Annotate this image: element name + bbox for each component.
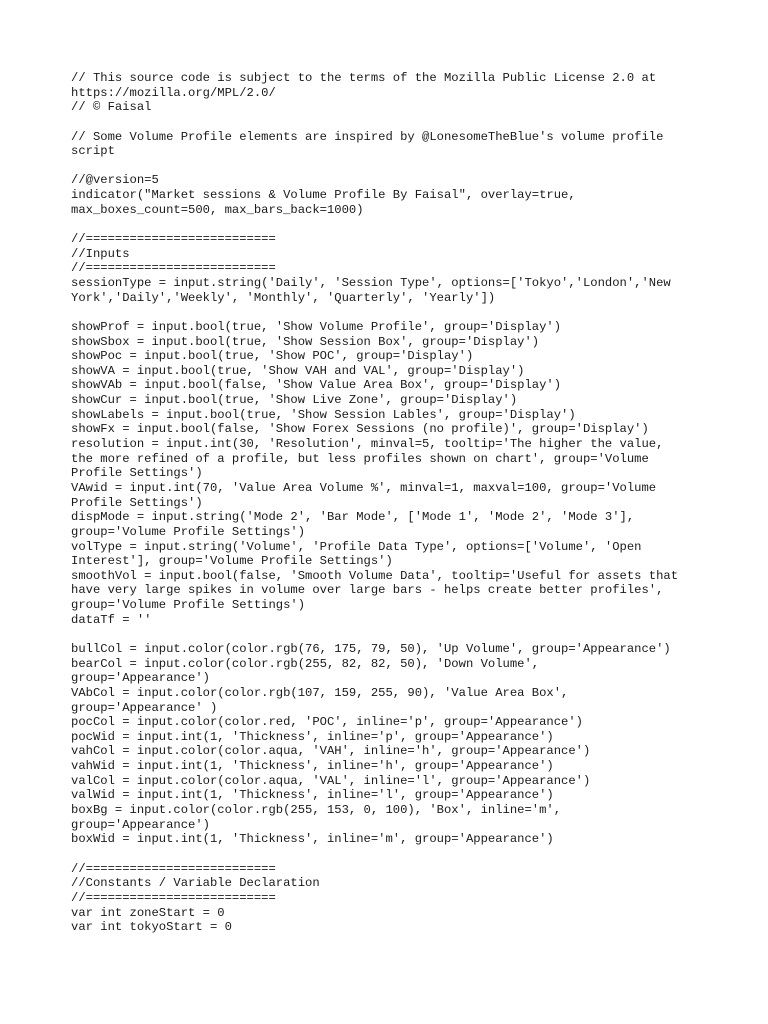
code-line: valWid = input.int(1, 'Thickness', inline='l', group='Appearance') (71, 788, 554, 803)
code-line: var int tokyoStart = 0 (71, 920, 232, 935)
code-line: pocWid = input.int(1, 'Thickness', inline='p', group='Appearance') (71, 729, 554, 744)
code-line: Profile Settings') (71, 466, 203, 481)
code-line: Profile Settings') (71, 495, 203, 510)
code-line: vahCol = input.color(color.aqua, 'VAH', inline='h', group='Appearance') (71, 744, 591, 759)
code-line: bearCol = input.color(color.rgb(255, 82, 82, 50), 'Down Volume', (71, 656, 540, 671)
code-line: VAwid = input.int(70, 'Value Area Volume %', minval=1, maxval=100, group='Volume (71, 480, 657, 495)
code-line: smoothVol = input.bool(false, 'Smooth Volume Data', tooltip='Useful for assets that (71, 568, 679, 583)
code-line: valCol = input.color(color.aqua, 'VAL', inline='l', group='Appearance') (71, 773, 591, 788)
code-line: York','Daily','Weekly', 'Monthly', 'Quarterly', 'Yearly']) (71, 290, 496, 305)
code-line: dataTf = '' (71, 612, 152, 627)
code-line: vahWid = input.int(1, 'Thickness', inline='h', group='Appearance') (71, 759, 554, 774)
code-line: showFx = input.bool(false, 'Show Forex Sessions (no profile)', group='Display') (71, 422, 649, 437)
code-line: max_boxes_count=500, max_bars_back=1000) (71, 202, 364, 217)
code-line: Interest'], group='Volume Profile Settings') (71, 554, 393, 569)
code-line: pocCol = input.color(color.red, 'POC', inline='p', group='Appearance') (71, 715, 583, 730)
code-line: // This source code is subject to the terms of the Mozilla Public License 2.0 at (71, 71, 657, 85)
code-line: //Inputs (71, 246, 130, 261)
code-line: group='Volume Profile Settings') (71, 598, 306, 613)
code-line: showLabels = input.bool(true, 'Show Session Lables', group='Display') (71, 407, 576, 422)
code-line: showPoc = input.bool(true, 'Show POC', group='Display') (71, 349, 474, 364)
code-line: var int zoneStart = 0 (71, 905, 225, 920)
code-line: //@version=5 (71, 173, 159, 188)
code-line: boxBg = input.color(color.rgb(255, 153, 0, 100), 'Box', inline='m', (71, 803, 562, 818)
code-line: showSbox = input.bool(true, 'Show Session Box', group='Display') (71, 334, 540, 349)
code-line (71, 305, 711, 320)
code-line: volType = input.string('Volume', 'Profile Data Type', options=['Volume', 'Open (71, 539, 642, 554)
code-line: showCur = input.bool(true, 'Show Live Zone', group='Display') (71, 393, 518, 408)
code-line: //Constants / Variable Declaration (71, 876, 320, 891)
code-line: // © Faisal (71, 100, 152, 115)
code-line (71, 627, 711, 642)
code-line: have very large spikes in volume over large bars - helps create better profiles', (71, 583, 664, 598)
code-line: showVAb = input.bool(false, 'Show Value Area Box', group='Display') (71, 378, 562, 393)
code-line: https://mozilla.org/MPL/2.0/ (71, 85, 276, 100)
code-line: bullCol = input.color(color.rgb(76, 175, 79, 50), 'Up Volume', group='Appearance') (71, 641, 671, 656)
source-code-text (71, 71, 711, 935)
code-line: // Some Volume Profile elements are inspired by @LonesomeTheBlue's volume profile (71, 129, 664, 144)
code-line: boxWid = input.int(1, 'Thickness', inline='m', group='Appearance') (71, 832, 554, 847)
code-line: //========================== (71, 890, 276, 905)
code-line: group='Appearance' ) (71, 700, 218, 715)
code-line: dispMode = input.string('Mode 2', 'Bar Mode', ['Mode 1', 'Mode 2', 'Mode 3'], (71, 510, 635, 525)
code-line (71, 847, 711, 862)
code-line: showVA = input.bool(true, 'Show VAH and VAL', group='Display') (71, 363, 525, 378)
code-line: resolution = input.int(30, 'Resolution', minval=5, tooltip='The higher the value, (71, 437, 664, 452)
code-line: VAbCol = input.color(color.rgb(107, 159, 255, 90), 'Value Area Box', (71, 685, 569, 700)
code-line: sessionType = input.string('Daily', 'Session Type', options=['Tokyo','London','New (71, 275, 671, 290)
code-line: //========================== (71, 861, 276, 876)
code-line: the more refined of a profile, but less profiles shown on chart', group='Volume (71, 451, 649, 466)
code-line: //========================== (71, 232, 276, 247)
code-line: //========================== (71, 261, 276, 276)
code-line: group='Volume Profile Settings') (71, 524, 306, 539)
code-line (71, 217, 711, 232)
code-line (71, 159, 711, 174)
code-line: showProf = input.bool(true, 'Show Volume Profile', group='Display') (71, 319, 562, 334)
code-line: group='Appearance') (71, 671, 210, 686)
code-line: indicator("Market sessions & Volume Profile By Faisal", overlay=true, (71, 188, 576, 203)
code-line (71, 115, 711, 130)
code-line: group='Appearance') (71, 817, 210, 832)
code-line: script (71, 144, 115, 159)
